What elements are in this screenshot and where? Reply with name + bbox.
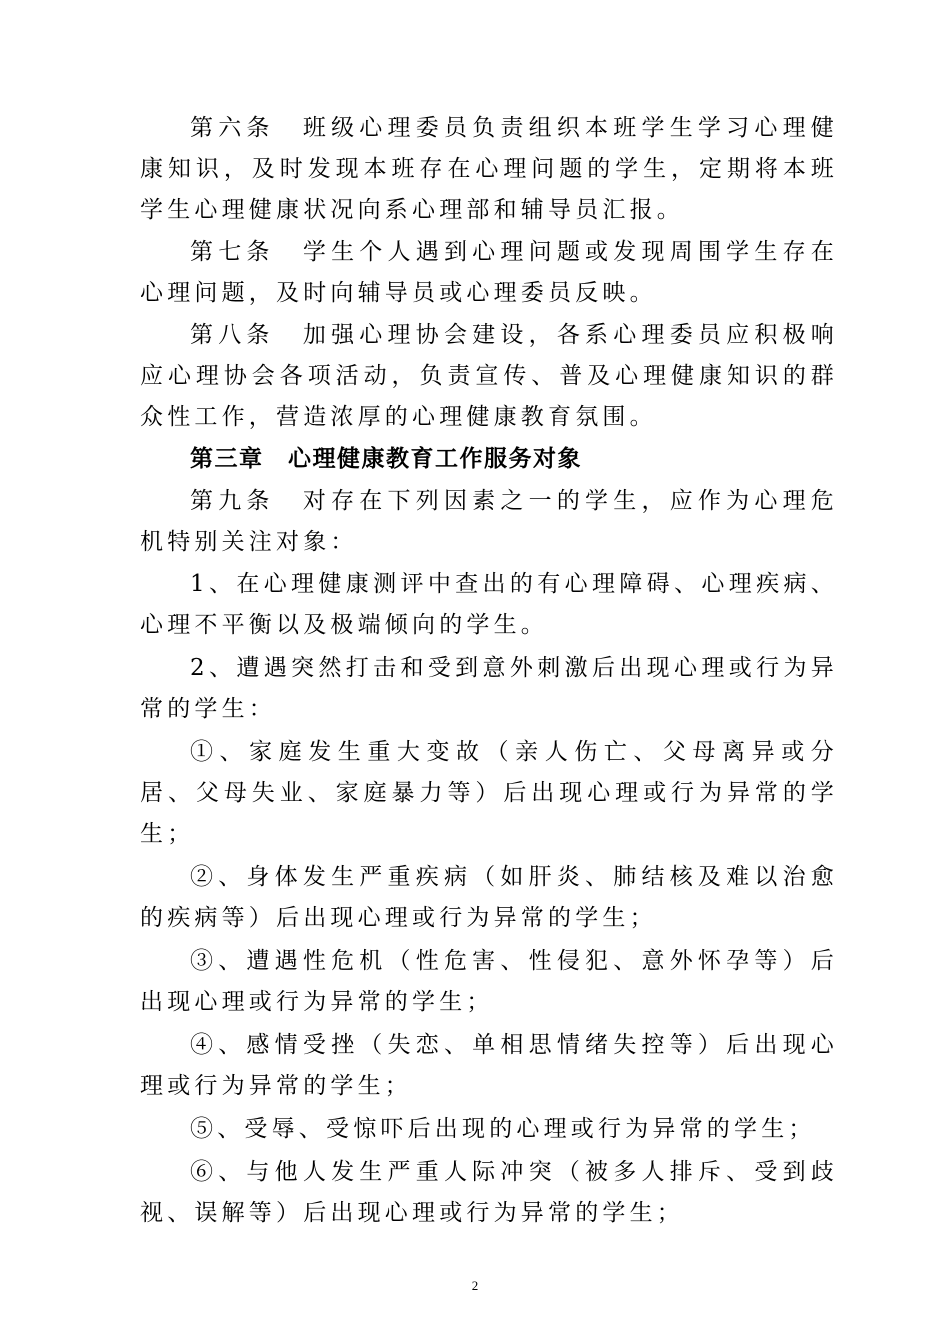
list-item-1: 1、在心理健康测评中查出的有心理障碍、心理疾病、心理不平衡以及极端倾向的学生。 xyxy=(140,571,838,638)
sub-item-1: ①、家庭发生重大变故（亲人伤亡、父母离异或分居、父母失业、家庭暴力等）后出现心理或行为异常的学生； xyxy=(140,739,838,847)
sub-item-5: ⑤、受辱、受惊吓后出现的心理或行为异常的学生； xyxy=(190,1116,816,1142)
sub-item-4: ④、感情受挫（失恋、单相思情绪失控等）后出现心理或行为异常的学生； xyxy=(140,1032,838,1099)
document-body xyxy=(140,108,838,1235)
page-number: 2 xyxy=(471,1278,479,1293)
sub-item-3: ③、遭遇性危机（性危害、性侵犯、意外怀孕等）后出现心理或行为异常的学生； xyxy=(140,948,838,1015)
sub-item-2: ②、身体发生严重疾病（如肝炎、肺结核及难以治愈的疾病等）后出现心理或行为异常的学生； xyxy=(140,864,838,931)
article-9-paragraph: 第九条 对存在下列因素之一的学生，应作为心理危机特别关注对象： xyxy=(140,488,838,555)
chapter-3-heading: 第三章 心理健康教育工作服务对象 xyxy=(190,446,582,472)
sub-item-6: ⑥、与他人发生严重人际冲突（被多人排斥、受到歧视、误解等）后出现心理或行为异常的学生； xyxy=(140,1159,838,1226)
article-8-paragraph: 第八条 加强心理协会建设，各系心理委员应积极响应心理协会各项活动，负责宣传、普及心理健康知识的群众性工作，营造浓厚的心理健康教育氛围。 xyxy=(140,322,838,430)
article-6-paragraph: 第六条 班级心理委员负责组织本班学生学习心理健康知识，及时发现本班存在心理问题的学生，定期将本班学生心理健康状况向系心理部和辅导员汇报。 xyxy=(140,115,838,223)
article-7-paragraph: 第七条 学生个人遇到心理问题或发现周围学生存在心理问题，及时向辅导员或心理委员反映。 xyxy=(140,239,838,306)
list-item-2: 2、遭遇突然打击和受到意外刺激后出现心理或行为异常的学生： xyxy=(140,655,838,722)
